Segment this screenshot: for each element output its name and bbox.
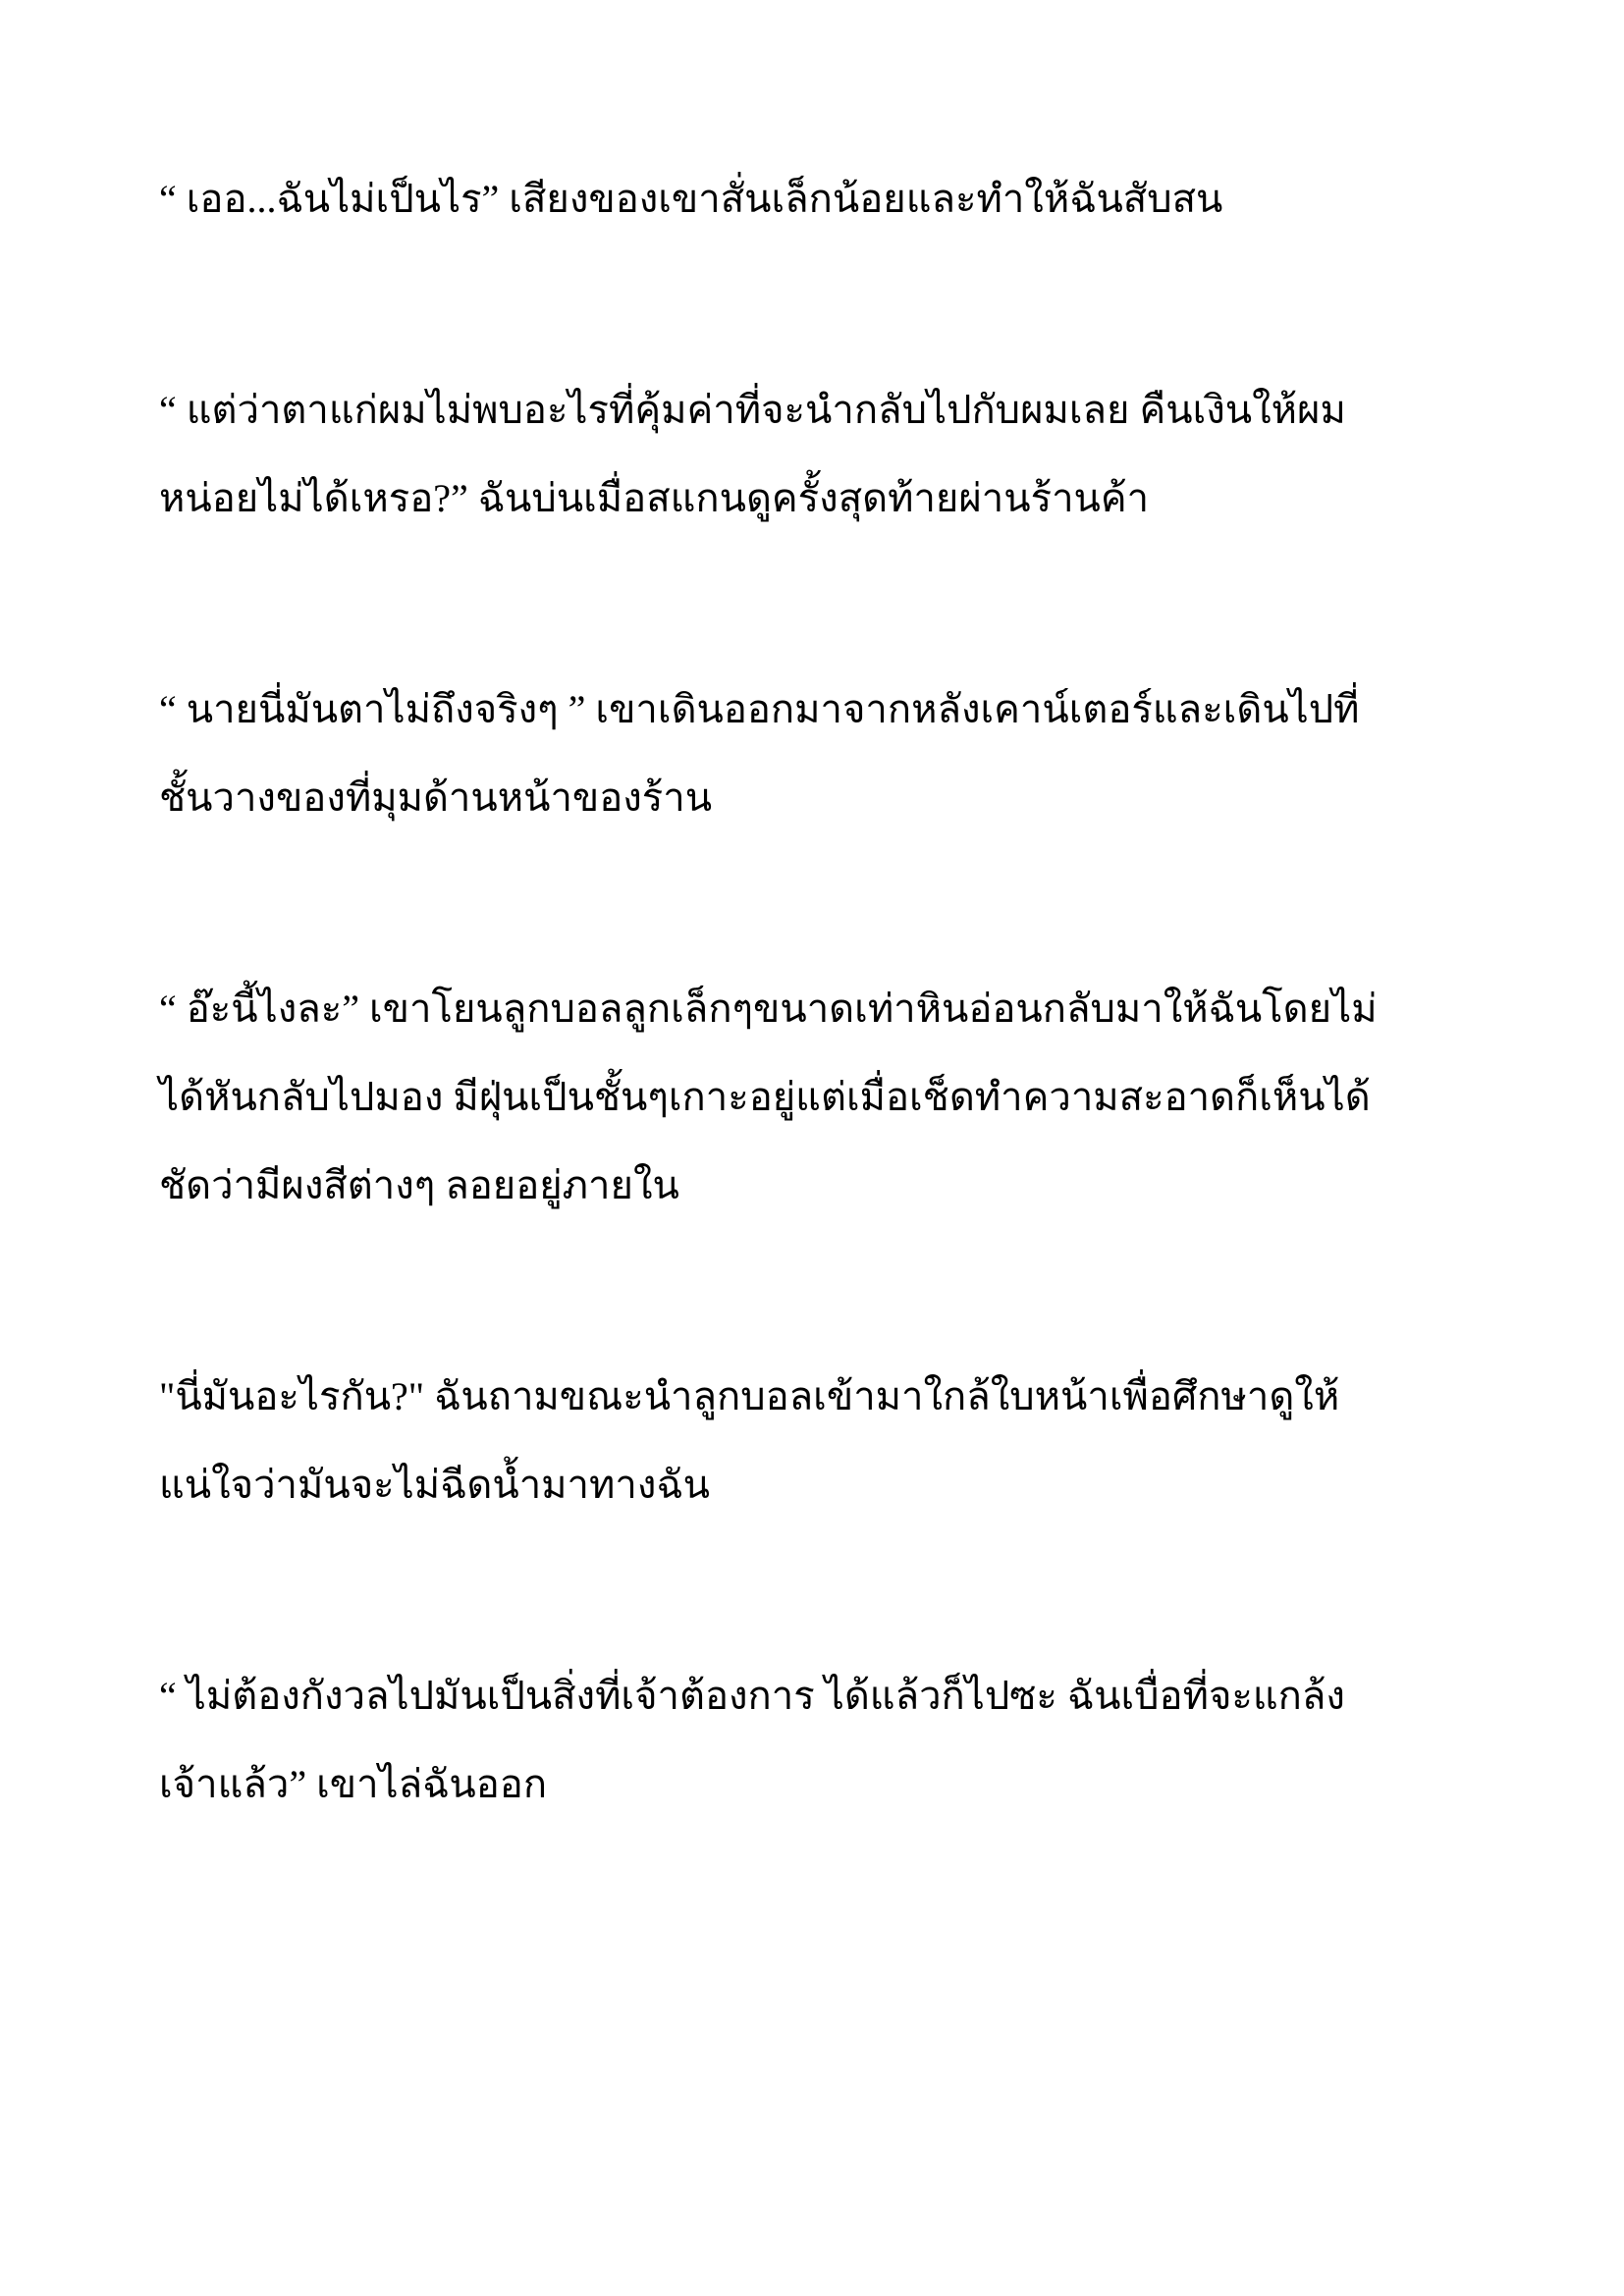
paragraph-6: “ ไม่ต้องกังวลไปมันเป็นสิ่งที่เจ้าต้องการ ได้แล้วก็ไปซะ ฉันเบื่อที่จะแกล้งเจ้าแล้ว” เขาไล่ฉันออก	[159, 1674, 1345, 1806]
paragraph-1: “ เออ...ฉันไม่เป็นไร” เสียงของเขาสั่นเล็กน้อยและทำให้ฉันสับสน	[159, 177, 1223, 221]
paragraph-4: “ อ๊ะนี้ไงละ” เขาโยนลูกบอลลูกเล็กๆขนาดเท่าหินอ่อนกลับมาให้ฉันโดยไม่ได้หันกลับไปมอง มีฝุ่นเป็นชั้นๆเกาะอยู่แต่เมื่อเช็ดทำความสะอาดก็เห็นได้ชัดว่ามีผงสีต่างๆ ลอยอยู่ภายใน	[159, 987, 1378, 1207]
paragraph-5: "นี่มันอะไรกัน?" ฉันถามขณะนำลูกบอลเข้ามาใกล้ใบหน้าเพื่อศึกษาดูให้แน่ใจว่ามันจะไม่ฉีดน้ำมาทางฉัน	[159, 1374, 1340, 1507]
paragraph-2: “ แต่ว่าตาแก่ผมไม่พบอะไรที่คุ้มค่าที่จะนำกลับไปกับผมเลย คืนเงินให้ผมหน่อยไม่ได้เหรอ?” ฉันบ่นเมื่อสแกนดูครั้งสุดท้ายผ่านร้านค้า	[159, 388, 1346, 520]
paragraph-3: “ นายนี่มันตาไม่ถึงจริงๆ ” เขาเดินออกมาจากหลังเคาน์เตอร์และเดินไปที่ชั้นวางของที่มุมด้านหน้าของร้าน	[159, 687, 1360, 820]
